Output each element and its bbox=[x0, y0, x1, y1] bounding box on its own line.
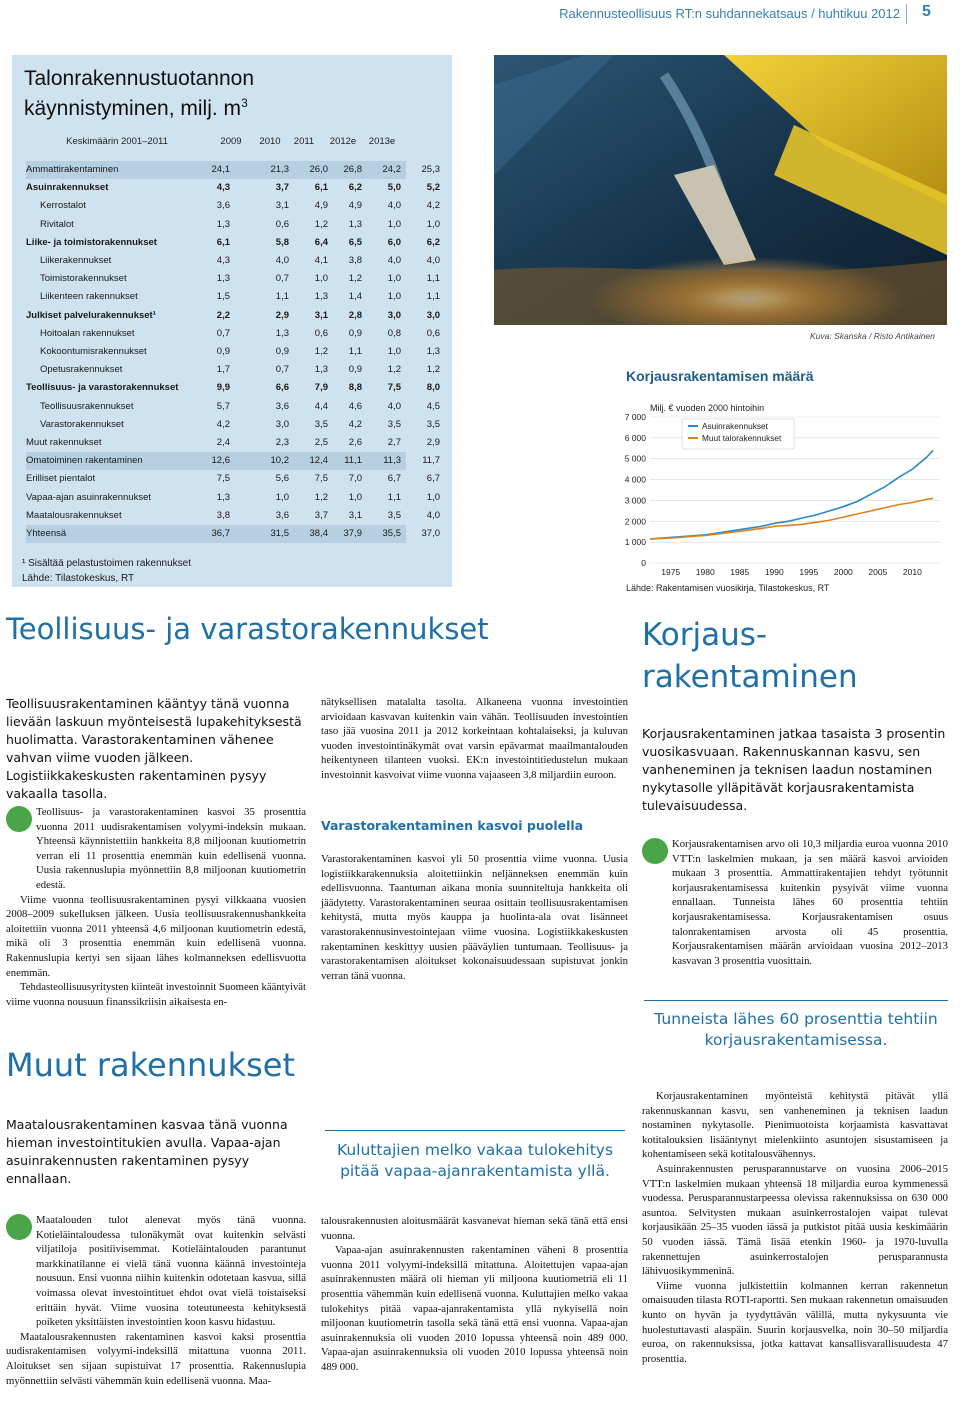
table-cell: 1,3 bbox=[216, 218, 230, 230]
table-cell: 1,0 bbox=[348, 491, 362, 503]
y-tick-label: 3 000 bbox=[624, 495, 646, 506]
table-cell: 3,1 bbox=[275, 200, 289, 212]
table-cell: 21,3 bbox=[270, 164, 289, 175]
table-cell: 5,6 bbox=[275, 473, 289, 485]
y-tick-label: 0 bbox=[641, 558, 646, 568]
y-tick-label: 6 000 bbox=[624, 432, 646, 443]
table-column-header: 2012e bbox=[329, 136, 357, 147]
table-cell: 0,7 bbox=[275, 364, 289, 376]
table-cell: 1,2 bbox=[387, 364, 401, 376]
table-source: Lähde: Tilastokeskus, RT bbox=[22, 573, 135, 584]
table-cell: 0,7 bbox=[275, 273, 289, 285]
table-cell: 3,5 bbox=[387, 509, 401, 521]
table-cell: 1,3 bbox=[426, 346, 440, 357]
table-row-label: Rivitalot bbox=[40, 218, 74, 230]
renovation-lead: Korjausrakentaminen jatkaa tasaista 3 prosentin vuosikasvuaan. Rakennuskannan kasvu, sen vanheneminen ja teknisen laadun nostaminen nykytasolle ylläpitävät korjausrakentamista tulevaisuudessa. bbox=[642, 726, 946, 813]
table-cell: 1,2 bbox=[426, 364, 440, 376]
chart-source: Lähde: Rakentamisen vuosikirja, Tilastokeskus, RT bbox=[626, 583, 830, 593]
table-row bbox=[26, 489, 440, 507]
table-row-label: Julkiset palvelurakennukset¹ bbox=[26, 309, 156, 321]
quote-rule bbox=[644, 1000, 948, 1001]
table-cell: 6,5 bbox=[348, 236, 362, 248]
table-cell: 4,0 bbox=[275, 255, 289, 266]
table-cell: 1,0 bbox=[275, 491, 289, 503]
table-row-label: Maatalousrakennukset bbox=[26, 509, 122, 521]
table-row bbox=[26, 525, 440, 543]
table-cell: 24,1 bbox=[211, 164, 230, 175]
table-cell: 3,6 bbox=[275, 509, 289, 521]
x-tick-label: 2000 bbox=[833, 567, 853, 577]
table-cell: 1,1 bbox=[426, 291, 440, 303]
table-row-label: Kokoontumisrakennukset bbox=[40, 346, 147, 357]
y-tick-label: 4 000 bbox=[624, 474, 646, 485]
table-row bbox=[26, 179, 440, 197]
table-cell: 2,7 bbox=[387, 437, 401, 448]
table-cell: 3,5 bbox=[387, 418, 401, 430]
table-cell: 1,2 bbox=[314, 346, 328, 357]
table-cell: 1,2 bbox=[348, 273, 362, 285]
table-cell: 0,9 bbox=[275, 346, 289, 357]
running-header: Rakennusteollisuus RT:n suhdannekatsaus / huhtikuu 2012 bbox=[559, 6, 900, 21]
table-cell: 3,0 bbox=[426, 309, 440, 321]
table-cell: 1,3 bbox=[275, 327, 289, 339]
table-row bbox=[26, 398, 440, 416]
industry-lead: Teollisuusrakentaminen kääntyy tänä vuonna lievään laskuun myönteisestä lupakehityksestä huolimatta. Varastorakentaminen vähenee vahvan viime vuoden jälkeen. Logistiikkakeskusten rakentaminen pysyy vakaalla tasolla. bbox=[6, 696, 302, 801]
table-cell: 3,5 bbox=[426, 418, 440, 430]
table-cell: 37,0 bbox=[421, 528, 440, 539]
table-cell: 35,5 bbox=[382, 528, 401, 539]
table-cell: 24,2 bbox=[382, 164, 401, 175]
table-cell: 37,9 bbox=[343, 528, 362, 539]
table-cell: 6,1 bbox=[216, 236, 230, 248]
table-cell: 3,5 bbox=[314, 418, 328, 430]
table-column-header: 2011 bbox=[293, 136, 315, 147]
table-cell: 6,6 bbox=[275, 382, 289, 394]
table-row bbox=[26, 197, 440, 215]
chart-title: Korjausrakentamisen määrä bbox=[626, 368, 814, 384]
table-cell: 1,0 bbox=[387, 273, 401, 285]
table-title: Talonrakennustuotannon käynnistyminen, milj. $m^3$ bbox=[24, 67, 255, 120]
table-cell: 3,0 bbox=[275, 418, 289, 430]
x-tick-label: 1980 bbox=[695, 567, 715, 577]
table-cell: 7,5 bbox=[216, 473, 230, 485]
table-cell: 26,8 bbox=[343, 164, 362, 175]
table-cell: 3,7 bbox=[314, 509, 328, 521]
table-cell: 0,9 bbox=[348, 364, 362, 376]
renovation-line-chart bbox=[600, 395, 950, 580]
x-tick-label: 1990 bbox=[764, 567, 784, 577]
table-row-label: Toimistorakennukset bbox=[40, 273, 127, 285]
table-row bbox=[26, 507, 440, 525]
table-row-label: Liikerakennukset bbox=[40, 255, 112, 266]
table-cell: 0,7 bbox=[216, 327, 230, 339]
table-cell: 6,7 bbox=[387, 473, 401, 485]
table-row-label: Hoitoalan rakennukset bbox=[40, 327, 135, 339]
renovation-heading: Korjaus- rakentaminen bbox=[642, 617, 858, 695]
table-cell: 4,2 bbox=[426, 200, 440, 212]
table-cell: 2,2 bbox=[216, 309, 230, 321]
legend-label: Muut talorakennukset bbox=[702, 433, 782, 443]
table-row bbox=[26, 452, 440, 470]
table-cell: 6,0 bbox=[387, 236, 401, 248]
table-footnote: ¹ Sisältää pelastustoimen rakennukset bbox=[22, 558, 191, 569]
table-cell: 12,6 bbox=[211, 455, 230, 467]
table-column-header: 2013e bbox=[368, 136, 396, 147]
table-cell: 4,4 bbox=[314, 400, 328, 412]
table-cell: 5,8 bbox=[275, 236, 289, 248]
industry-body-col2: nätyksellisen matalalta tasolta. Alkaneena vuonna investointien arvioidaan kasvavan kuitenkin vain vähän. Teollisuuden investointien taso jää vuosina 2011 ja 2012 korkeintaan kohtalaiseksi, ja kuluvan vuoden investointinäkymät ovat varsin epävarmat maailmantalouden heikentyneen tilanteen vuoksi. EK:n investointitiedustelun mukaan investoinnit kasvoivat viime vuonna vajaaseen 3,8 miljardiin euroon. bbox=[321, 696, 628, 781]
table-cell: 0,9 bbox=[348, 327, 362, 339]
table-cell: 36,7 bbox=[211, 528, 230, 539]
table-cell: 1,3 bbox=[314, 291, 328, 303]
table-cell: 5,7 bbox=[216, 400, 230, 412]
renovation-body: Korjausrakentamisen arvo oli 10,3 miljardia euroa vuonna 2010 VTT:n laskelmien mukaan, ja sen määrä kasvoi arvioiden mukaan 3 prosenttia. Ammattirakentajien tehdyt työtunnit korjausrakentamisessa kuitenkin pysyivät viime vuonna ennallaan. Tunneista lähes 60 prosenttia tehtiin korjausrakentamisessa. Korjausrakentamisen osuus talonrakentamisen arvosta oli 45 prosenttia. Korjausrakentamisen määrän arvioidaan vuosina 2012–2013 kasvavan 3 prosenttia vuosittain. bbox=[672, 838, 948, 967]
other-heading: Muut rakennukset bbox=[6, 1046, 296, 1084]
table-cell: 25,3 bbox=[421, 164, 440, 175]
table-cell: 1,4 bbox=[348, 291, 362, 303]
production-table-panel bbox=[12, 55, 452, 587]
table-cell: 6,7 bbox=[426, 473, 440, 485]
table-cell: 3,8 bbox=[216, 509, 230, 521]
table-cell: 4,0 bbox=[387, 200, 401, 212]
table-cell: 7,0 bbox=[348, 473, 362, 485]
table-cell: 3,6 bbox=[275, 400, 289, 412]
table-row bbox=[26, 307, 440, 325]
table-cell: 5,0 bbox=[387, 182, 401, 194]
table-cell: 2,6 bbox=[348, 437, 362, 448]
photo-credit: Kuva: Skanska / Risto Antikainen bbox=[810, 331, 935, 341]
table-cell: 38,4 bbox=[309, 528, 328, 539]
table-row bbox=[26, 470, 440, 488]
table-cell: 1,3 bbox=[216, 491, 230, 503]
table-cell: 4,9 bbox=[348, 200, 362, 212]
table-cell: 1,0 bbox=[387, 291, 401, 303]
storage-subheading: Varastorakentaminen kasvoi puolella bbox=[321, 818, 584, 833]
table-cell: 3,7 bbox=[275, 182, 289, 194]
table-cell: 11,7 bbox=[422, 455, 440, 467]
table-cell: 4,0 bbox=[426, 255, 440, 266]
table-row-label: Ammattirakentaminen bbox=[26, 164, 119, 175]
table-cell: 2,4 bbox=[216, 437, 230, 448]
table-cell: 4,0 bbox=[387, 400, 401, 412]
table-cell: 2,3 bbox=[275, 437, 289, 448]
table-cell: 0,8 bbox=[387, 327, 401, 339]
table-row bbox=[26, 252, 440, 270]
table-row-label: Erilliset pientalot bbox=[26, 473, 96, 485]
table-cell: 2,8 bbox=[348, 309, 362, 321]
pull-quote-hours: Tunneista lähes 60 prosenttia tehtiin korjausrakentamisessa. bbox=[654, 1010, 938, 1049]
y-axis-label: Milj. € vuoden 2000 hintoihin bbox=[650, 403, 765, 413]
table-cell: 3,8 bbox=[348, 255, 362, 266]
table-cell: 3,1 bbox=[314, 309, 328, 321]
table-cell: 1,0 bbox=[426, 218, 440, 230]
table-row bbox=[26, 161, 440, 179]
table-row-label: Yhteensä bbox=[26, 528, 67, 539]
table-cell: 1,0 bbox=[387, 346, 401, 357]
table-column-header: 2010 bbox=[259, 136, 281, 147]
table-cell: 1,2 bbox=[314, 491, 328, 503]
header-divider bbox=[906, 4, 907, 24]
quote-rule bbox=[325, 1130, 625, 1131]
table-row-label: Liikenteen rakennukset bbox=[40, 291, 138, 303]
table-cell: 0,9 bbox=[216, 346, 230, 357]
y-tick-label: 1 000 bbox=[624, 537, 646, 548]
table-cell: 12,4 bbox=[309, 455, 328, 467]
table-row-label: Omatoiminen rakentaminen bbox=[26, 455, 143, 467]
welder-photo bbox=[494, 55, 947, 325]
table-cell: 1,0 bbox=[426, 491, 440, 503]
table-cell: 1,3 bbox=[216, 273, 230, 285]
table-cell: 8,0 bbox=[426, 382, 440, 394]
table-cell: 1,3 bbox=[348, 218, 362, 230]
table-row bbox=[26, 288, 440, 306]
table-cell: 2,9 bbox=[275, 309, 289, 321]
table-cell: 1,3 bbox=[314, 364, 328, 376]
other-body: Maatalouden tulot alenevat myös tänä vuonna. Kotieläintaloudessa tulonäkymät ovat kuitenkin selvästi viljatiloja positiivisemmat. Kotieläintalouden parantunut markkinatilanne ei vielä tänä vuonna käännä investointeja nousuun. Ensi vuonna niihin kuitenkin odotetaan kasvua, sillä voimassa olevat investointituet ehdot ovat vielä toistaiseksi erittäin hyvät. Viime vuosina toteutuneesta kehityksestä poiketen yksittäisten investointien koon kasvu hidastuu. Maatalousrakennusten rakentaminen kasvoi kaksi prosenttia uudisrakentamisen volyymi-indeksillä mitattuna vuonna 2011. Aloitukset sen sijaan supistuivat 17 prosenttia. Rakennuslupia myönnettiin selvästi vähemmän kuin edellisenä vuonna. Maa- bbox=[6, 1214, 306, 1387]
table-cell: 1,5 bbox=[216, 291, 230, 303]
legend-label: Asuinrakennukset bbox=[702, 421, 768, 431]
x-tick-label: 1995 bbox=[799, 567, 819, 577]
table-row-label: Kerrostalot bbox=[40, 200, 86, 212]
table-cell: 4,6 bbox=[348, 400, 362, 412]
table-cell: 6,2 bbox=[426, 236, 440, 248]
table-cell: 1,1 bbox=[275, 291, 289, 303]
table-cell: 4,3 bbox=[216, 182, 230, 194]
x-tick-label: 2010 bbox=[902, 567, 922, 577]
table-cell: 11,3 bbox=[383, 455, 401, 467]
table-cell: 1,0 bbox=[387, 218, 401, 230]
table-row bbox=[26, 416, 440, 434]
table-cell: 0,6 bbox=[275, 218, 289, 230]
table-row-label: Opetusrakennukset bbox=[40, 364, 123, 376]
table-cell: 4,1 bbox=[314, 255, 328, 266]
table-column-header: Keskimäärin 2001–2011 bbox=[66, 136, 168, 147]
other-lead: Maatalousrakentaminen kasvaa tänä vuonna hieman investointitukien avulla. Vapaa-ajan asuinrakennusten rakentaminen pysyy ennallaan. bbox=[6, 1117, 288, 1186]
table-cell: 1,1 bbox=[426, 273, 440, 285]
industry-body: Teollisuus- ja varastorakentaminen kasvoi 35 prosenttia vuonna 2011 uudisrakentamisen volyymi-indeksin mukaan. Yhteensä käynnistettiin hankkeita 8,8 miljoonan kuutiometrin verran eli 11 prosenttia enemmän kuin edellisenä vuonna. Uusia rakennuslupia myönnettiin 8,8 miljoonan kuutiometrin edestä. Viime vuonna teollisuusrakentaminen pysyi vilkkaana vuosien 2008–2009 sukelluksen jälkeen. Uusia teollisuusrakennushankkeita aloitettiin vuonna 2011 yhteensä 4,6 miljoonan kuutiometrin edestä, mikä oli 3 prosenttia enemmän kuin edellisenä vuonna. Rakennuslupia kertyi sen sijaan lähes kolmanneksen edellisvuotta enemmän. Tehdasteollisuusyritysten kiinteät investoinnit Suomeen kääntyivät viime vuonna nousuun finanssikriisin aikaisesta en- bbox=[6, 806, 306, 1008]
page-number: 5 bbox=[922, 3, 931, 20]
table-row bbox=[26, 270, 440, 288]
y-tick-label: 5 000 bbox=[624, 453, 646, 464]
renovation-body-2: Korjausrakentaminen myönteistä kehitystä pitävät yllä rakennuskannan kasvu, sen vanheneminen ja teknisen laadun nostaminen nykytasolle. Pienimuotoista korjaamista kasvattavat kotitalouksien lisääntynyt mielenkiinto asuntojen sisustamiseen ja kohentamiseen sekä kotitalousvähennys. Asuinrakennusten perusparannustarve on vuosina 2006–2015 VTT:n laskelmien mukaan yhteensä 18 miljardia euroa kymmenessä vuodessa. Perusparannustarpeessa olevissa rakennuksissa on 630 000 asuntoa. Selvitysten mukaan asuinkerrostalojen vaipat tulevat korjausikään 25–35 vuoden iässä ja putkistot pitää uusia keskimäärin 50 vuoden iässä. Tämä lisää etenkin 1960- ja 1970-luvulla rakennettujen asuinkerrostalojen perusparannusta lähivuosikymmeninä. Viime vuonna julkistettiin kolmannen kerran rakennetun omaisuuden tilasta ROTI-raportti. Sen mukaan rakennetun omaisuuden kunto on hyvän ja tyydyttävän välillä, mutta nykysuunta vie huolestuttavasti alaspäin. Suurin korjausvelka, noin 30–50 miljardia euroa, on rakennuksissa, jotka kattavat kansallisvarallisuudesta 47 prosenttia. bbox=[642, 1090, 948, 1365]
table-row bbox=[26, 216, 440, 234]
table-cell: 3,6 bbox=[216, 200, 230, 212]
other-body-col2: talousrakennusten aloitusmäärät kasvanevat hieman sekä tänä että ensi vuonna. Vapaa-ajan asuinrakennusten rakentaminen väheni 8 prosenttia vuonna 2011 volyymi-indeksillä mitattuna. Aloitettujen vapaa-ajan asuinrakennusten määrä oli hieman yli miljoona kuutiometriä eli 11 prosenttia vähemmän kuin edellisenä vuonna. Kuluttajien melko vakaa tulokehitys pitää vapaa-ajanrakentamista yllä nykyisellä noin miljoonan kuutiometrin tasolla sekä tänä että ensi vuonna. Vapaa-ajan asuinrakennuksia oli vuoden 2010 lopussa yhteensä noin 489 000. Vapaa-ajan asuinrakennuksia oli vuoden 2010 lopussa yhteensä noin 489 000. bbox=[321, 1215, 628, 1373]
x-tick-label: 2005 bbox=[868, 567, 888, 577]
pull-quote-leisure: Kuluttajien melko vakaa tulokehitys pitää vapaa-ajanrakentamista yllä. bbox=[336, 1141, 614, 1180]
table-cell: 4,9 bbox=[314, 200, 328, 212]
storage-body: Varastorakentaminen kasvoi yli 50 prosenttia viime vuonna. Uusia logistiikkarakennuksia aloitettiinkin neljänneksen enemmän kuin edellisvuonna. Taantuman aikana monia suunniteltuja hankkeita oli jäädytetty. Varastorakentaminen seuraa osittain teollisuusrakentamisen kehitystä, mutta myös kauppa ja huolinta-ala ovat lisänneet varastorakennusinvestointejaan viime vuosina. Logistiikkakeskusten rakentaminen keskittyy uusien pääväylien tuntumaan. Teollisuus- ja varastorakentamisen aloitukset kokonaisuudessaan supistuvat jonkin verran tänä vuonna. bbox=[321, 853, 628, 982]
table-cell: 7,5 bbox=[314, 473, 328, 485]
x-tick-label: 1975 bbox=[661, 567, 681, 577]
table-cell: 1,1 bbox=[348, 346, 362, 357]
industry-heading: Teollisuus- ja varastorakennukset bbox=[6, 612, 489, 646]
table-cell: 3,0 bbox=[387, 309, 401, 321]
table-row-label: Liike- ja toimistorakennukset bbox=[26, 236, 157, 248]
table-row bbox=[26, 379, 440, 397]
table-row bbox=[26, 434, 440, 452]
table-cell: 6,4 bbox=[314, 236, 328, 248]
table-cell: 4,0 bbox=[426, 509, 440, 521]
table-cell: 10,2 bbox=[270, 455, 289, 467]
table-cell: 3,1 bbox=[348, 509, 362, 521]
table-cell: 4,2 bbox=[348, 418, 362, 430]
table-cell: 31,5 bbox=[270, 528, 289, 539]
table-row-label: Asuinrakennukset bbox=[26, 182, 109, 194]
table-cell: 0,6 bbox=[314, 327, 328, 339]
table-cell: 26,0 bbox=[309, 164, 328, 175]
y-tick-label: 7 000 bbox=[624, 412, 646, 422]
table-row-label: Varastorakennukset bbox=[40, 418, 124, 430]
table-row bbox=[26, 234, 440, 252]
table-cell: 4,0 bbox=[387, 255, 401, 266]
table-row bbox=[26, 325, 440, 343]
table-cell: 5,2 bbox=[426, 182, 440, 194]
table-cell: 6,1 bbox=[314, 182, 328, 194]
table-cell: 9,9 bbox=[216, 382, 230, 394]
table-cell: 4,2 bbox=[216, 418, 230, 430]
x-tick-label: 1985 bbox=[730, 567, 750, 577]
table-cell: 0,6 bbox=[426, 327, 440, 339]
table-cell: 7,5 bbox=[387, 382, 401, 394]
table-cell: 6,2 bbox=[348, 182, 362, 194]
table-cell: 2,9 bbox=[426, 437, 440, 448]
series-line-muut bbox=[650, 498, 933, 539]
y-tick-label: 2 000 bbox=[624, 516, 646, 527]
table-row-label: Muut rakennukset bbox=[26, 437, 102, 448]
table-cell: 8,8 bbox=[348, 382, 362, 394]
table-cell: 7,9 bbox=[314, 382, 328, 394]
table-cell: 4,5 bbox=[426, 400, 440, 412]
table-row-label: Teollisuusrakennukset bbox=[40, 400, 134, 412]
table-column-header: 2009 bbox=[220, 136, 242, 147]
table-row bbox=[26, 361, 440, 379]
table-cell: 11,1 bbox=[344, 455, 362, 467]
table-row-label: Vapaa-ajan asuinrakennukset bbox=[26, 491, 151, 503]
table-cell: 1,0 bbox=[314, 273, 328, 285]
table-cell: 1,7 bbox=[216, 364, 230, 376]
table-row-label: Teollisuus- ja varastorakennukset bbox=[26, 382, 179, 394]
table-row bbox=[26, 343, 440, 361]
table-cell: 1,2 bbox=[314, 218, 328, 230]
table-cell: 4,3 bbox=[216, 255, 230, 266]
table-cell: 2,5 bbox=[314, 437, 328, 448]
table-cell: 1,1 bbox=[387, 491, 401, 503]
